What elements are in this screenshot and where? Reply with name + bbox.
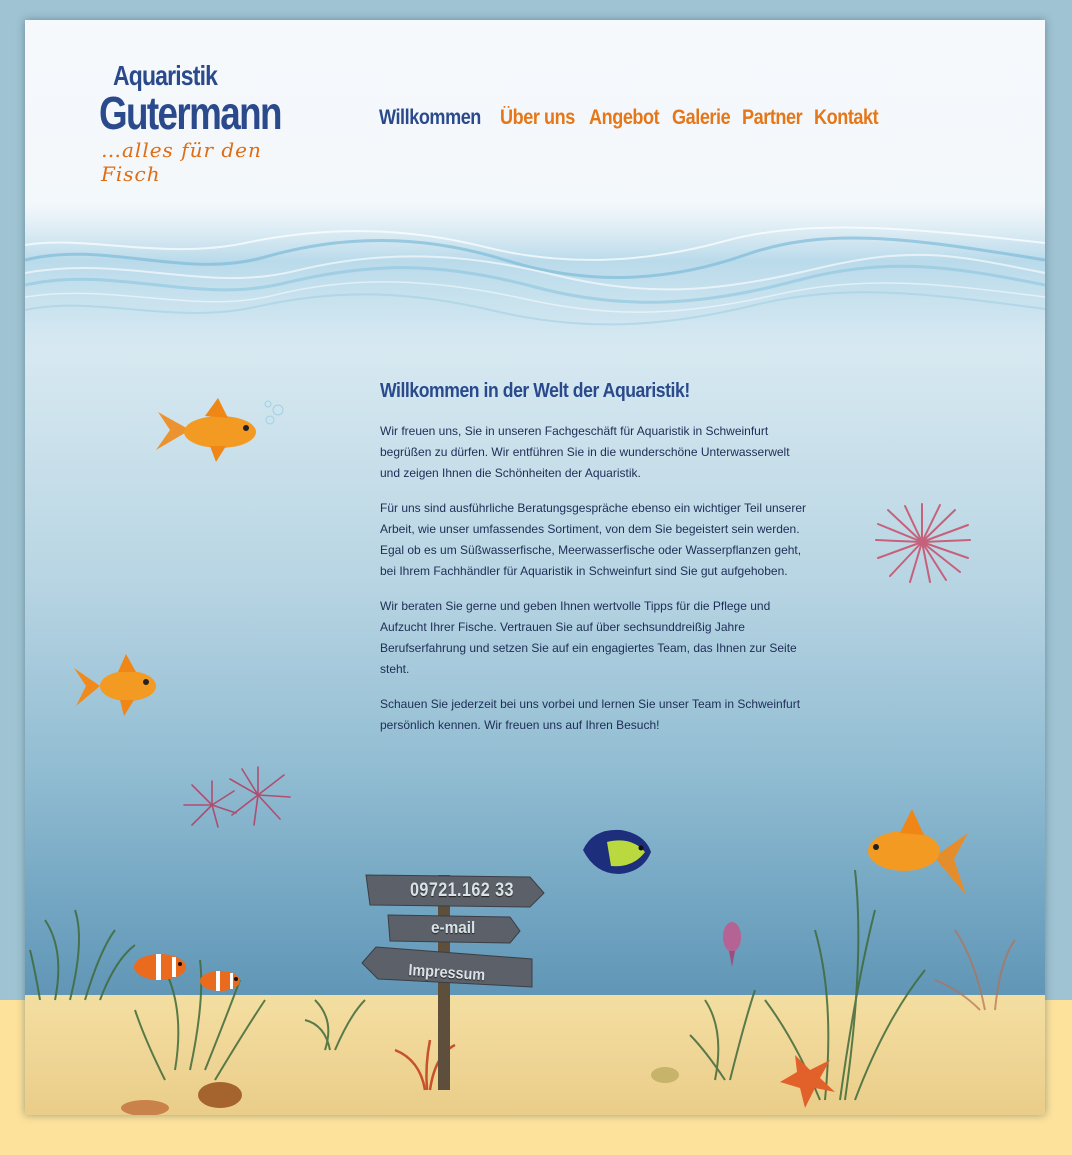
- logo-tagline: …alles für den Fisch: [101, 138, 262, 186]
- page-container: [25, 20, 1045, 1115]
- advice-paragraph: Wir beraten Sie gerne und geben Ihnen wertvolle Tipps für die Pflege und Aufzucht Ihrer Fische. Vertrauen Sie auf über sechsunddreißig Jahre Berufserfahrung und setzen Sie auf ein engagiertes Team, das Ihnen zur Seite steht.: [380, 599, 797, 676]
- signpost-phone-link[interactable]: 09721.162 33: [410, 880, 514, 901]
- nav-item-partner[interactable]: Partner: [741, 106, 803, 129]
- logo-title-main: Gutermann: [99, 87, 281, 139]
- nav-item-kontakt[interactable]: Kontakt: [813, 106, 879, 129]
- tropical-fish-illustration: [573, 820, 658, 885]
- goldfish-illustration: [860, 805, 970, 905]
- water-surface-waves: [25, 205, 1045, 365]
- small-fish-illustration: [717, 915, 747, 970]
- main-navigation: [379, 106, 877, 130]
- goldfish-illustration: [150, 392, 290, 467]
- main-content: [380, 380, 810, 750]
- goldfish-illustration: [70, 650, 165, 720]
- site-logo[interactable]: [95, 60, 295, 186]
- page-heading: Willkommen in der Welt der Aquaristik!: [380, 380, 690, 402]
- signpost-impressum-link[interactable]: Impressum: [407, 962, 486, 985]
- consulting-paragraph: Für uns sind ausführliche Beratungsgespräche ebenso ein wichtiger Teil unserer Arbeit, wie unser umfassendes Sortiment, von dem Sie begeistert sein werden. Egal ob es um Süßwasserfische, Meerwasserfische oder Wasserpflanzen geht, bei Ihrem Fachhändler für Aquaristik in Schweinfurt sind Sie gut aufgehoben.: [380, 501, 807, 578]
- nav-item-galerie[interactable]: Galerie: [672, 106, 731, 129]
- intro-paragraph: Wir freuen uns, Sie in unseren Fachgeschäft für Aquaristik in Schweinfurt begrüßen zu dürfen. Wir entführen Sie in die wunderschöne Unterwasserwelt und zeigen Ihnen die Schönheiten der Aquaristik.: [380, 424, 790, 480]
- logo-title-top: Aquaristik: [113, 60, 218, 91]
- sea-anemone-illustration: [870, 500, 980, 585]
- nav-item-willkommen[interactable]: Willkommen: [379, 106, 481, 129]
- nav-item-angebot[interactable]: Angebot: [588, 106, 659, 129]
- visit-paragraph: Schauen Sie jederzeit bei uns vorbei und lernen Sie unser Team in Schweinfurt persönlich kennen. Wir freuen uns auf Ihren Besuch!: [380, 697, 801, 732]
- nav-item-ueber-uns[interactable]: Über uns: [499, 106, 575, 129]
- clownfish-illustration: [120, 945, 250, 1000]
- signpost-email-link[interactable]: e-mail: [431, 918, 476, 937]
- sea-anemone-illustration: [180, 765, 295, 830]
